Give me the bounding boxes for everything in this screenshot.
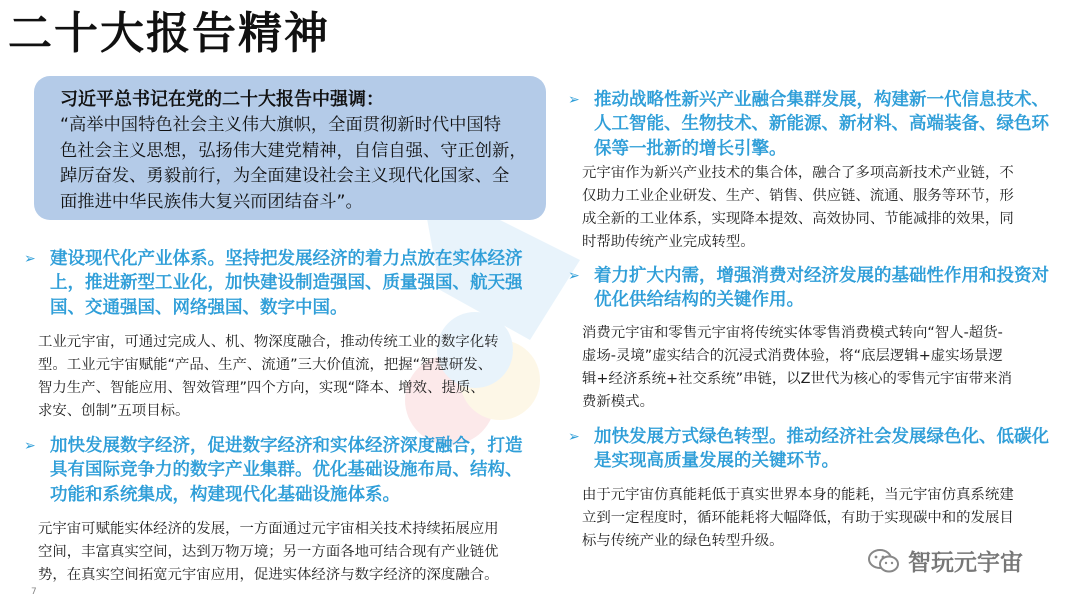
quote-box bbox=[34, 76, 546, 220]
body-line: 时帮助传统产业完成转型。 bbox=[582, 234, 755, 250]
heading-line: 是实现高质量发展的关键环节。 bbox=[594, 451, 839, 472]
quote-line: 色社会主义思想，弘扬伟大建党精神，自信自强、守正创新， bbox=[60, 140, 527, 161]
body-line: 标与传统产业的绿色转型升级。 bbox=[582, 533, 784, 549]
heading-line: 加快发展方式绿色转型。推动经济社会发展绿色化、低碳化 bbox=[594, 427, 1049, 447]
body-line: 仅助力工业企业研发、生产、销售、供应链、流通、服务等环节，形 bbox=[582, 188, 1014, 204]
heading-line: 人工智能、生物技术、新能源、新材料、高端装备、绿色环 bbox=[594, 114, 1049, 135]
heading-line: 功能和系统集成，构建现代化基础设施体系。 bbox=[50, 484, 400, 505]
right-point-1-heading bbox=[568, 88, 1068, 161]
heading-line: 加快发展数字经济，促进数字经济和实体经济深度融合，打造 bbox=[50, 436, 523, 456]
chevron-right-icon: ➢ bbox=[568, 92, 580, 108]
body-line: 势，在真实空间拓宽元宇宙应用，促进实体经济与数字经济的深度融合。 bbox=[38, 567, 499, 583]
page-title: 二十大报告精神 bbox=[8, 8, 330, 59]
right-point-3-body bbox=[582, 484, 1072, 553]
brand-name: 智玩元宇宙 bbox=[908, 550, 1023, 576]
quote-heading: 习近平总书记在党的二十大报告中强调： bbox=[60, 89, 384, 110]
left-point-2-heading bbox=[24, 434, 564, 507]
quote-body bbox=[60, 113, 528, 215]
chevron-right-icon: ➢ bbox=[24, 251, 36, 267]
left-point-1-heading bbox=[24, 247, 564, 320]
heading-line: 具有国际竞争力的数字产业集群。优化基础设施布局、结构、 bbox=[50, 460, 523, 481]
quote-line: 踔厉奋发、勇毅前行，为全面建设社会主义现代化国家、全 bbox=[60, 166, 510, 187]
heading-line: 国、交通强国、网络强国、数字中国。 bbox=[50, 297, 348, 318]
wechat-icon bbox=[868, 548, 900, 574]
chevron-right-icon: ➢ bbox=[24, 438, 36, 454]
body-line: 辑+经济系统+社交系统”串链，以Z世代为核心的零售元宇宙带来消 bbox=[582, 371, 1012, 387]
right-point-1-body bbox=[582, 162, 1072, 254]
body-line: 元宇宙可赋能实体经济的发展，一方面通过元宇宙相关技术持续拓展应用 bbox=[38, 521, 499, 537]
quote-line: “高举中国特色社会主义伟大旗帜，全面贯彻新时代中国特 bbox=[60, 115, 501, 135]
page-number: 7 bbox=[31, 587, 37, 597]
body-line: 虚场-灵境”虚实结合的沉浸式消费体验，将“底层逻辑+虚实场景逻 bbox=[582, 348, 1003, 364]
heading-line: 优化供给结构的关键作用。 bbox=[594, 290, 804, 311]
body-line: 成全新的工业体系，实现降本提效、高效协同、节能减排的效果，同 bbox=[582, 211, 1014, 227]
chevron-right-icon: ➢ bbox=[568, 268, 580, 284]
body-line: 智力生产、智能应用、智效管理”四个方向，实现“降本、增效、提质、 bbox=[38, 380, 485, 396]
right-point-2-heading bbox=[568, 264, 1068, 313]
right-point-2-body bbox=[582, 322, 1072, 414]
left-point-2-body bbox=[38, 518, 568, 587]
body-line: 立到一定程度时，循环能耗将大幅降低，有助于实现碳中和的发展目 bbox=[582, 510, 1014, 526]
body-line: 空间，丰富真实空间，达到万物万境；另一方面各地可结合现有产业链优 bbox=[38, 544, 499, 560]
chevron-right-icon: ➢ bbox=[568, 429, 580, 445]
body-line: 型。工业元宇宙赋能“产品、生产、流通”三大价值流，把握“智慧研发、 bbox=[38, 357, 493, 373]
body-line: 求安、创制”五项目标。 bbox=[38, 403, 190, 419]
body-line: 元宇宙作为新兴产业技术的集合体，融合了多项高新技术产业链，不 bbox=[582, 165, 1014, 181]
heading-line: 建设现代化产业体系。坚持把发展经济的着力点放在实体经济 bbox=[50, 249, 523, 269]
right-point-3-heading bbox=[568, 425, 1068, 474]
heading-line: 推动战略性新兴产业融合集群发展，构建新一代信息技术、 bbox=[594, 90, 1049, 110]
body-line: 由于元宇宙仿真能耗低于真实世界本身的能耗，当元宇宙仿真系统建 bbox=[582, 487, 1014, 503]
body-line: 工业元宇宙，可通过完成人、机、物深度融合，推动传统工业的数字化转 bbox=[38, 334, 499, 350]
body-line: 消费元宇宙和零售元宇宙将传统实体零售消费模式转向“智人-超货- bbox=[582, 325, 1003, 341]
heading-line: 上，推进新型工业化，加快建设制造强国、质量强国、航天强 bbox=[50, 273, 523, 294]
left-point-1-body bbox=[38, 331, 568, 423]
heading-line: 着力扩大内需，增强消费对经济发展的基础性作用和投资对 bbox=[594, 266, 1049, 286]
brand-watermark bbox=[868, 544, 1023, 577]
body-line: 费新模式。 bbox=[582, 394, 654, 410]
heading-line: 保等一批新的增长引擎。 bbox=[594, 138, 787, 159]
quote-line: 面推进中华民族伟大复兴而团结奋斗”。 bbox=[60, 191, 363, 212]
